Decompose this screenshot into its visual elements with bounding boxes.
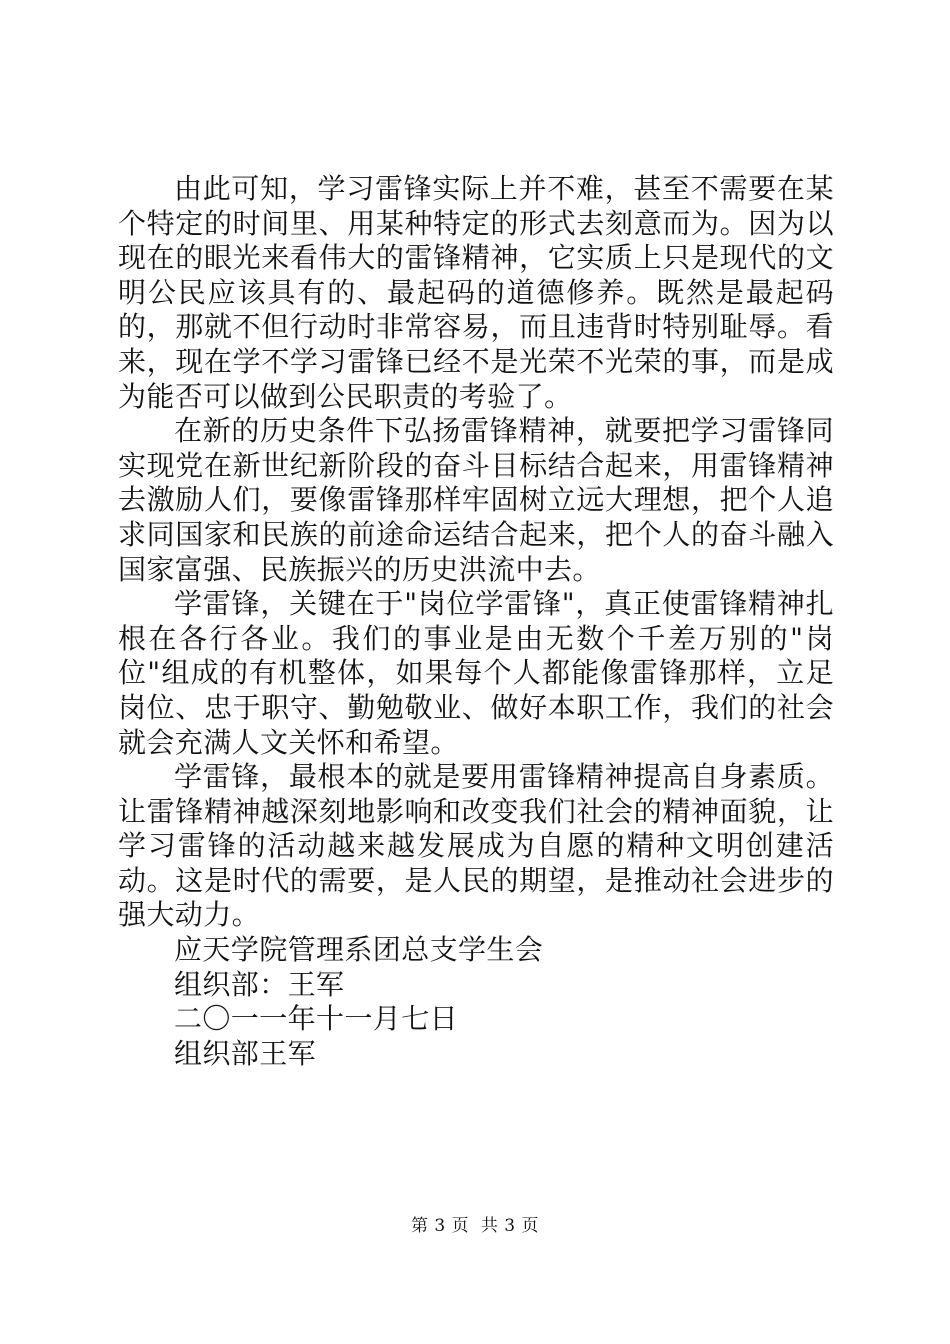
signature-closing: 组织部王军	[174, 1036, 317, 1070]
document-body	[118, 172, 834, 1071]
signature-organization: 应天学院管理系团总支学生会	[174, 933, 544, 967]
signature-date: 二〇一一年十一月七日	[174, 1002, 459, 1036]
page-footer	[0, 1215, 950, 1237]
paragraph-3: 学雷锋，关键在于"岗位学雷锋"，真正使雷锋精神扎根在各行各业。我们的事业是由无数个千差万别的"岗位"组成的有机整体，如果每个人都能像雷锋那样，立足岗位、忠于职守、勤勉敬业、做好本职工作，我们的社会就会充满人文关怀和希望。	[118, 587, 834, 759]
signature-department: 组织部：王军	[174, 967, 345, 1001]
paragraph-2: 在新的历史条件下弘扬雷锋精神，就要把学习雷锋同实现党在新世纪新阶段的奋斗目标结合起来，用雷锋精神去激励人们，要像雷锋那样牢固树立远大理想，把个人追求同国家和民族的前途命运结合起来，把个人的奋斗融入国家富强、民族振兴的历史洪流中去。	[118, 414, 834, 586]
page-number-label: 第 3 页 共 3 页	[410, 1216, 540, 1236]
paragraph-1: 由此可知，学习雷锋实际上并不难，甚至不需要在某个特定的时间里、用某种特定的形式去刻意而为。因为以现在的眼光来看伟大的雷锋精神，它实质上只是现代的文明公民应该具有的、最起码的道德修养。既然是最起码的，那就不但行动时非常容易，而且违背时特别耻辱。看来，现在学不学习雷锋已经不是光荣不光荣的事，而是成为能否可以做到公民职责的考验了。	[118, 172, 834, 413]
paragraph-4: 学雷锋，最根本的就是要用雷锋精神提高自身素质。让雷锋精神越深刻地影响和改变我们社会的精神面貌，让学习雷锋的活动越来越发展成为自愿的精种文明创建活动。这是时代的需要，是人民的期望，是推动社会进步的强大动力。	[118, 760, 834, 932]
